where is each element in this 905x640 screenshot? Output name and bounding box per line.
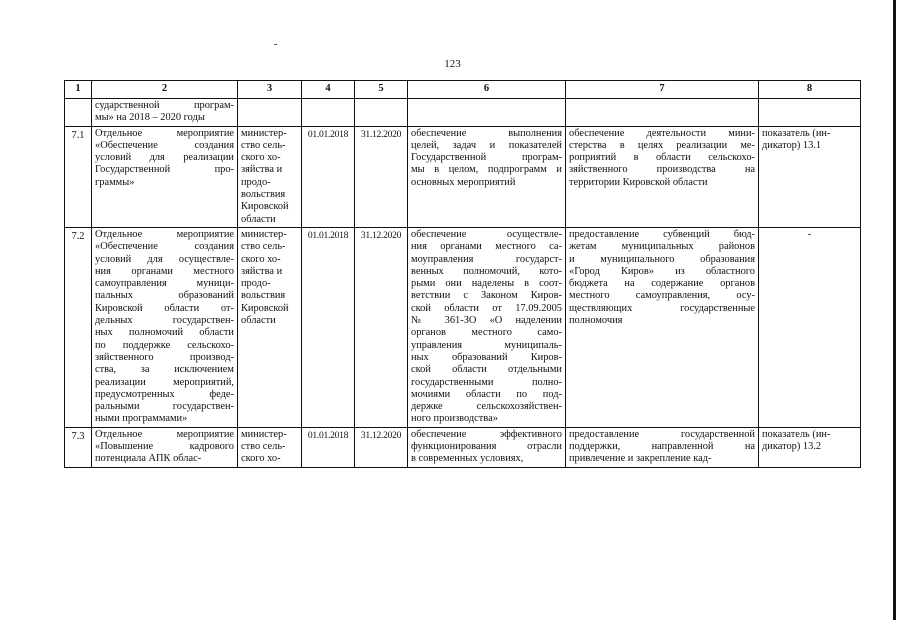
- table-header-row: [65, 81, 861, 99]
- activities-table: [64, 80, 861, 468]
- cell-text-line: «Повышение кадрового: [95, 441, 234, 453]
- activity-name-cell: [92, 126, 238, 227]
- cell-text-line: Государственной програм-: [411, 152, 562, 164]
- cell-text-line: Кировской: [241, 302, 289, 314]
- cell-text-line: ными программами»: [95, 413, 188, 425]
- table-row: [65, 126, 861, 227]
- cell-text-line: ного производства»: [411, 413, 498, 425]
- cell-text-line: показатель (ин-: [762, 127, 831, 139]
- cell-text-line: ства, за исключением: [95, 364, 234, 376]
- cell-text-line: ществляющих государственные: [569, 302, 755, 314]
- cell-text-line: ского хо-: [241, 253, 281, 265]
- cell-text-line: дикатор) 13.1: [762, 139, 822, 151]
- cell-text-line: держке сельскохозяйствен-: [411, 401, 562, 413]
- cell-text-line: зяйства и: [241, 164, 283, 176]
- column-header: 6: [408, 81, 566, 99]
- activity-content-cell: [566, 227, 759, 427]
- expected-result-cell: [408, 427, 566, 467]
- column-header: 5: [355, 81, 408, 99]
- cell-text-line: «Город Киров» из областного: [569, 265, 755, 277]
- end-date-cell: 31.12.2020: [355, 227, 408, 427]
- cell-text-line: предоставление государственной: [569, 428, 755, 440]
- indicator-cell: [759, 126, 861, 227]
- column-header: 4: [302, 81, 355, 99]
- executor-cell: [238, 99, 302, 127]
- column-header: 2: [92, 81, 238, 99]
- scan-speck: [274, 44, 277, 45]
- executor-cell: [238, 126, 302, 227]
- cell-text-line: рыми они наделены в соот-: [411, 278, 562, 290]
- cell-text-line: мочиями области по под-: [411, 388, 562, 400]
- cell-text-line: самоуправления муници-: [95, 278, 234, 290]
- cell-text-line: местного самоуправления, осу-: [569, 290, 755, 302]
- table-row: [65, 427, 861, 467]
- cell-text-line: ского хо-: [241, 152, 281, 164]
- cell-text-line: граммы»: [95, 176, 135, 188]
- cell-text-line: ской области от 17.09.2005: [411, 302, 562, 314]
- cell-text-line: венных полномочий, кото-: [411, 265, 562, 277]
- cell-text-line: дикатор) 13.2: [762, 441, 822, 453]
- cell-text-line: обеспечение выполнения: [411, 127, 562, 139]
- cell-text-line: ской области отдельными: [411, 364, 562, 376]
- cell-text-line: моуправления государст-: [411, 253, 562, 265]
- cell-text-line: в современных условиях,: [411, 453, 524, 465]
- start-date-cell: 01.01.2018: [302, 427, 355, 467]
- executor-cell: [238, 427, 302, 467]
- column-header: 1: [65, 81, 92, 99]
- cell-text-line: обеспечение деятельности мини-: [569, 127, 755, 139]
- cell-text-line: обеспечение осуществле-: [411, 228, 562, 240]
- expected-result-cell: [408, 227, 566, 427]
- cell-text-line: зяйственного производ-: [95, 351, 234, 363]
- cell-text-line: ния органами местного са-: [411, 241, 562, 253]
- cell-text-line: предоставление субвенций бюд-: [569, 228, 755, 240]
- activity-name-cell: [92, 99, 238, 127]
- cell-text-line: Кировской: [241, 201, 289, 213]
- cell-text-line: реализации мероприятий,: [95, 376, 234, 388]
- cell-text-line: государственными полно-: [411, 376, 562, 388]
- cell-text-line: области: [241, 315, 276, 327]
- activity-name-cell: [92, 227, 238, 427]
- cell-text-line: Отдельное мероприятие: [95, 228, 234, 240]
- end-date-cell: 31.12.2020: [355, 427, 408, 467]
- cell-text-line: бюджета на содержание органов: [569, 278, 755, 290]
- cell-text-line: условий для осуществле-: [95, 253, 234, 265]
- cell-text-line: обеспечение эффективного: [411, 428, 562, 440]
- row-number-cell: [65, 99, 92, 127]
- indicator-cell: [759, 99, 861, 127]
- activity-content-cell: [566, 99, 759, 127]
- cell-text-line: ство сель-: [241, 441, 286, 453]
- cell-text-line: стерства в целях реализации ме-: [569, 139, 755, 151]
- cell-text-line: -: [807, 228, 812, 240]
- cell-text-line: зяйства и: [241, 265, 283, 277]
- cell-text-line: органов местного само-: [411, 327, 562, 339]
- column-header: 3: [238, 81, 302, 99]
- indicator-cell: [759, 227, 861, 427]
- cell-text-line: жетам муниципальных районов: [569, 241, 755, 253]
- cell-text-line: потенциала АПК облас-: [95, 453, 202, 465]
- cell-text-line: мы» на 2018 – 2020 годы: [95, 112, 205, 124]
- cell-text-line: области: [241, 213, 276, 225]
- cell-text-line: министер-: [241, 428, 287, 440]
- cell-text-line: по поддержке сельскохо-: [95, 339, 234, 351]
- table-body: [65, 81, 861, 468]
- activity-name-cell: [92, 427, 238, 467]
- cell-text-line: Отдельное мероприятие: [95, 428, 234, 440]
- cell-text-line: управления муниципаль-: [411, 339, 562, 351]
- table-row: [65, 227, 861, 427]
- cell-text-line: Кировской области от-: [95, 302, 234, 314]
- cell-text-line: вольствия: [241, 290, 286, 302]
- activity-content-cell: [566, 126, 759, 227]
- start-date-cell: 01.01.2018: [302, 126, 355, 227]
- cell-text-line: «Обеспечение создания: [95, 139, 234, 151]
- start-date-cell: 01.01.2018: [302, 227, 355, 427]
- column-header: 7: [566, 81, 759, 99]
- cell-text-line: ния органами местного: [95, 265, 234, 277]
- expected-result-cell: [408, 126, 566, 227]
- cell-text-line: ского хо-: [241, 453, 281, 465]
- cell-text-line: ветствии с Законом Киров-: [411, 290, 562, 302]
- cell-text-line: министер-: [241, 228, 287, 240]
- cell-text-line: роприятий в области сельскохо-: [569, 152, 755, 164]
- expected-result-cell: [408, 99, 566, 127]
- page-edge-line: [893, 0, 896, 620]
- cell-text-line: № 361-ЗО «О наделении: [411, 315, 562, 327]
- cell-text-line: полномочия: [569, 315, 623, 327]
- cell-text-line: ных образований Киров-: [411, 351, 562, 363]
- cell-text-line: территории Кировской области: [569, 176, 708, 188]
- cell-text-line: привлечение и закрепление кад-: [569, 453, 712, 465]
- cell-text-line: поддержки, направленной на: [569, 441, 755, 453]
- cell-text-line: ство сель-: [241, 241, 286, 253]
- cell-text-line: «Обеспечение создания: [95, 241, 234, 253]
- cell-text-line: предусмотренных феде-: [95, 388, 234, 400]
- cell-text-line: министер-: [241, 127, 287, 139]
- cell-text-line: пальных образований: [95, 290, 234, 302]
- cell-text-line: целей, задач и показателей: [411, 139, 562, 151]
- executor-cell: [238, 227, 302, 427]
- row-number-cell: 7.2: [65, 227, 92, 427]
- cell-text-line: условий для реализации: [95, 152, 234, 164]
- cell-text-line: сударственной програм-: [95, 100, 234, 111]
- cell-text-line: ных полномочий области: [95, 327, 234, 339]
- cell-text-line: ральными государствен-: [95, 401, 234, 413]
- cell-text-line: продо-: [241, 176, 271, 188]
- cell-text-line: мы в целом, подпрограмм и: [411, 164, 562, 176]
- cell-text-line: дельных государствен-: [95, 315, 234, 327]
- row-number-cell: 7.1: [65, 126, 92, 227]
- cell-text-line: вольствия: [241, 189, 286, 201]
- cell-text-line: Государственной про-: [95, 164, 234, 176]
- cell-text-line: функционирования отрасли: [411, 441, 562, 453]
- page-number: 123: [444, 58, 461, 70]
- end-date-cell: [355, 99, 408, 127]
- cell-text-line: зяйственного производства на: [569, 164, 755, 176]
- row-number-cell: 7.3: [65, 427, 92, 467]
- cell-text-line: показатель (ин-: [762, 428, 831, 440]
- start-date-cell: [302, 99, 355, 127]
- table-row: [65, 99, 861, 127]
- cell-text-line: продо-: [241, 278, 271, 290]
- activity-content-cell: [566, 427, 759, 467]
- indicator-cell: [759, 427, 861, 467]
- cell-text-line: Отдельное мероприятие: [95, 127, 234, 139]
- cell-text-line: основных мероприятий: [411, 176, 516, 188]
- cell-text-line: и муниципального образования: [569, 253, 755, 265]
- end-date-cell: 31.12.2020: [355, 126, 408, 227]
- cell-text-line: ство сель-: [241, 139, 286, 151]
- column-header: 8: [759, 81, 861, 99]
